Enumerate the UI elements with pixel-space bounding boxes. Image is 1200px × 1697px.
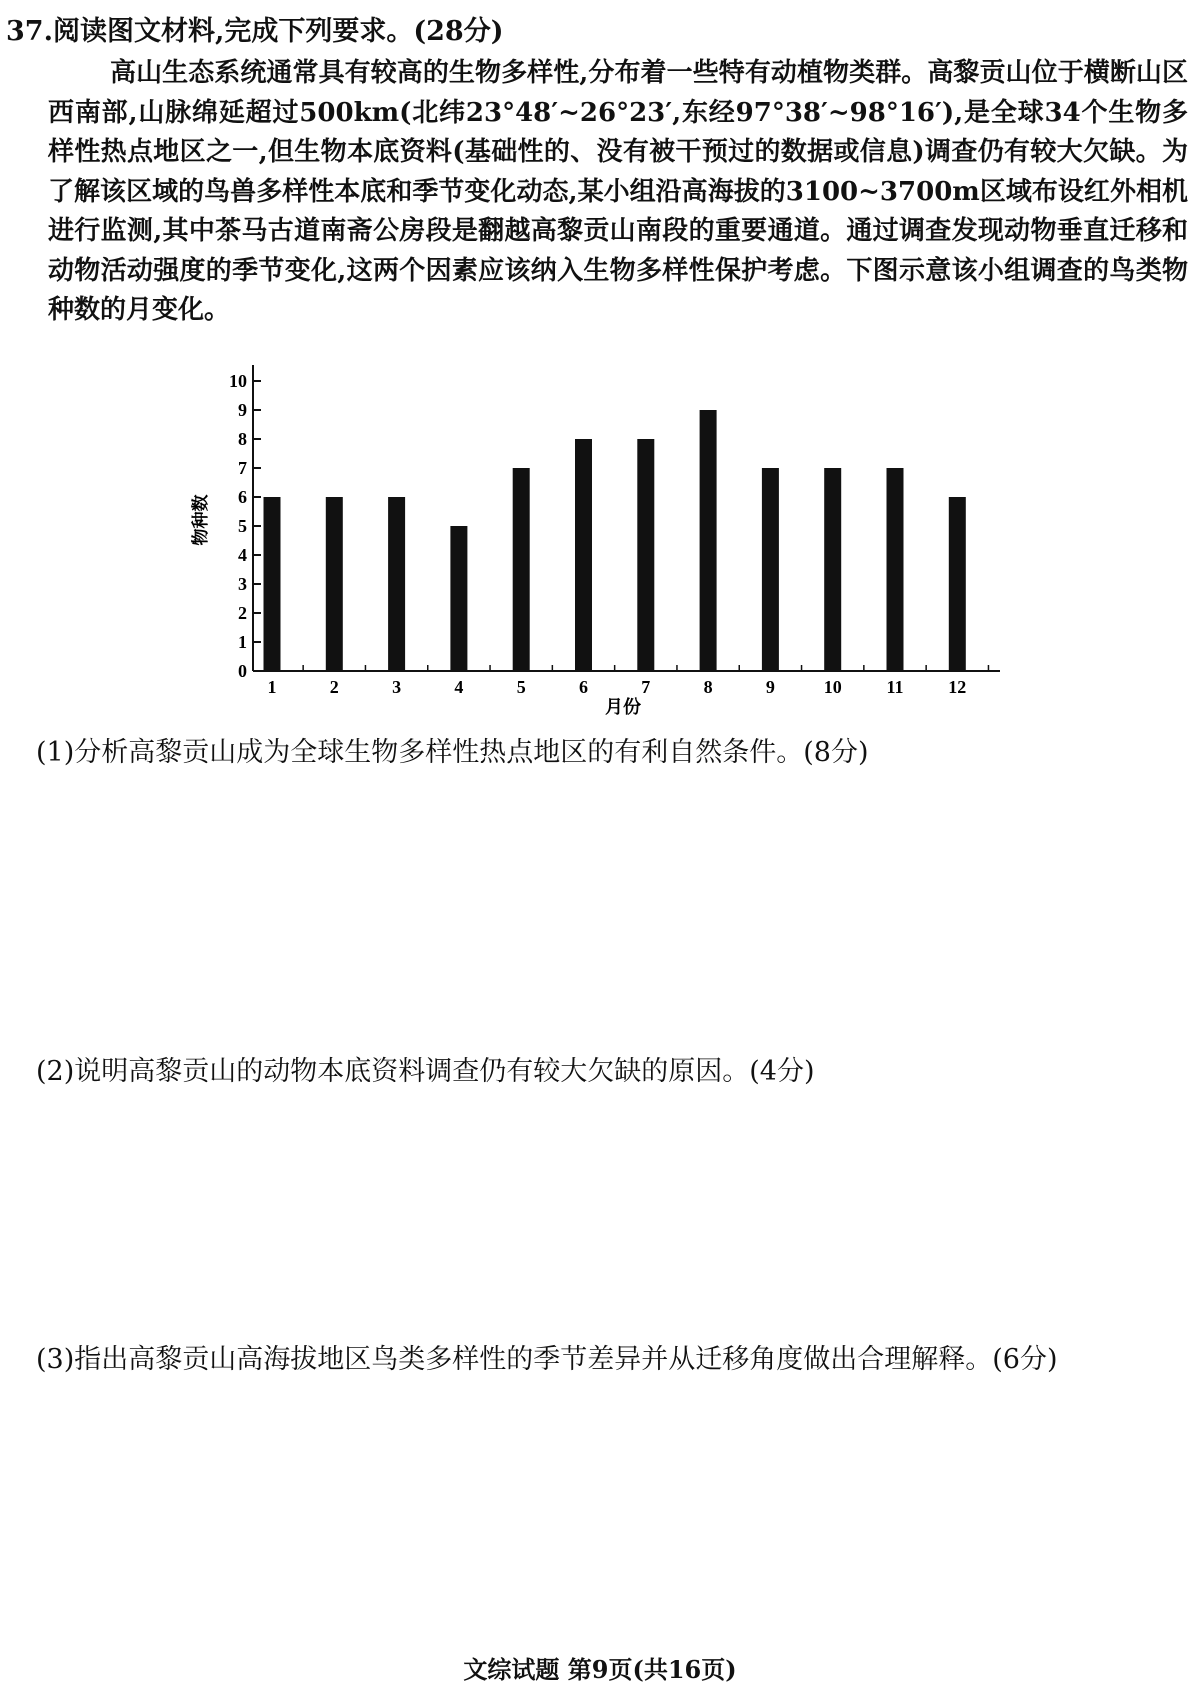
x-axis-label: 月份 bbox=[605, 697, 641, 718]
y-tick-label: 7 bbox=[238, 458, 247, 478]
x-tick-label: 3 bbox=[392, 677, 402, 697]
sub-question-2: (2)说明高黎贡山的动物本底资料调查仍有较大欠缺的原因。(4分) bbox=[36, 1056, 815, 1087]
x-tick-label: 9 bbox=[765, 677, 775, 697]
bar-month-8 bbox=[700, 410, 717, 671]
bar-month-12 bbox=[949, 497, 966, 671]
bar-month-9 bbox=[762, 468, 779, 671]
bar-month-2 bbox=[326, 497, 343, 671]
y-tick-label: 3 bbox=[238, 574, 247, 594]
x-tick-label: 5 bbox=[516, 677, 526, 697]
bar-month-4 bbox=[450, 526, 467, 671]
x-tick-label: 6 bbox=[579, 677, 588, 697]
question-title: 37.阅读图文材料,完成下列要求。(28分) bbox=[6, 16, 504, 47]
y-tick-label: 5 bbox=[238, 516, 247, 536]
y-tick-label: 1 bbox=[238, 632, 247, 652]
bar-month-6 bbox=[575, 439, 592, 671]
bar-month-5 bbox=[513, 468, 530, 671]
x-tick-label: 8 bbox=[703, 677, 713, 697]
page-footer: 文综试题 第9页(共16页) bbox=[463, 1655, 737, 1684]
question-passage: 高山生态系统通常具有较高的生物多样性,分布着一些特有动植物类群。高黎贡山位于横断山区西南部,山脉绵延超过500km(北纬23°48′~26°23′,东经97°38′~98°16′),是全球34个生物多样性热点地区之一,但生物本底资料(基础性的、没有被干预过的数据或信息)调查仍有较大欠缺。为了解该区域的鸟兽多样性本底和季节变化动态,某小组沿高海拔的3100~3700m区域布设红外相机进行监测,其中茶马古道南斋公房段是翻越高黎贡山南段的重要通道。通过调查发现动物垂直迁移和动物活动强度的季节变化,这两个因素应该纳入生物多样性保护考虑。下图示意该小组调查的鸟类物种数的月变化。 bbox=[48, 58, 1188, 325]
x-tick-label: 1 bbox=[267, 677, 277, 697]
sub-question-3: (3)指出高黎贡山高海拔地区鸟类多样性的季节差异并从迁移角度做出合理解释。(6分) bbox=[36, 1344, 1058, 1375]
x-tick-label: 12 bbox=[948, 677, 967, 697]
y-tick-label: 2 bbox=[238, 603, 247, 623]
sub-question-1: (1)分析高黎贡山成为全球生物多样性热点地区的有利自然条件。(8分) bbox=[36, 737, 869, 768]
bar-month-3 bbox=[388, 497, 405, 671]
x-tick-label: 2 bbox=[329, 677, 339, 697]
y-tick-label: 9 bbox=[238, 400, 247, 420]
bar-month-11 bbox=[887, 468, 904, 671]
bar-month-1 bbox=[264, 497, 281, 671]
y-tick-label: 10 bbox=[229, 371, 247, 391]
bird-species-bar-chart bbox=[180, 365, 1020, 725]
x-tick-label: 7 bbox=[641, 677, 651, 697]
y-tick-label: 6 bbox=[238, 487, 247, 507]
bar-month-7 bbox=[637, 439, 654, 671]
x-tick-label: 10 bbox=[823, 677, 842, 697]
x-tick-label: 11 bbox=[886, 677, 904, 697]
y-tick-label: 0 bbox=[238, 661, 247, 681]
bar-month-10 bbox=[824, 468, 841, 671]
y-tick-label: 4 bbox=[238, 545, 247, 565]
y-tick-label: 8 bbox=[238, 429, 247, 449]
x-tick-label: 4 bbox=[454, 677, 464, 697]
y-axis-label: 物种数 bbox=[191, 494, 211, 546]
